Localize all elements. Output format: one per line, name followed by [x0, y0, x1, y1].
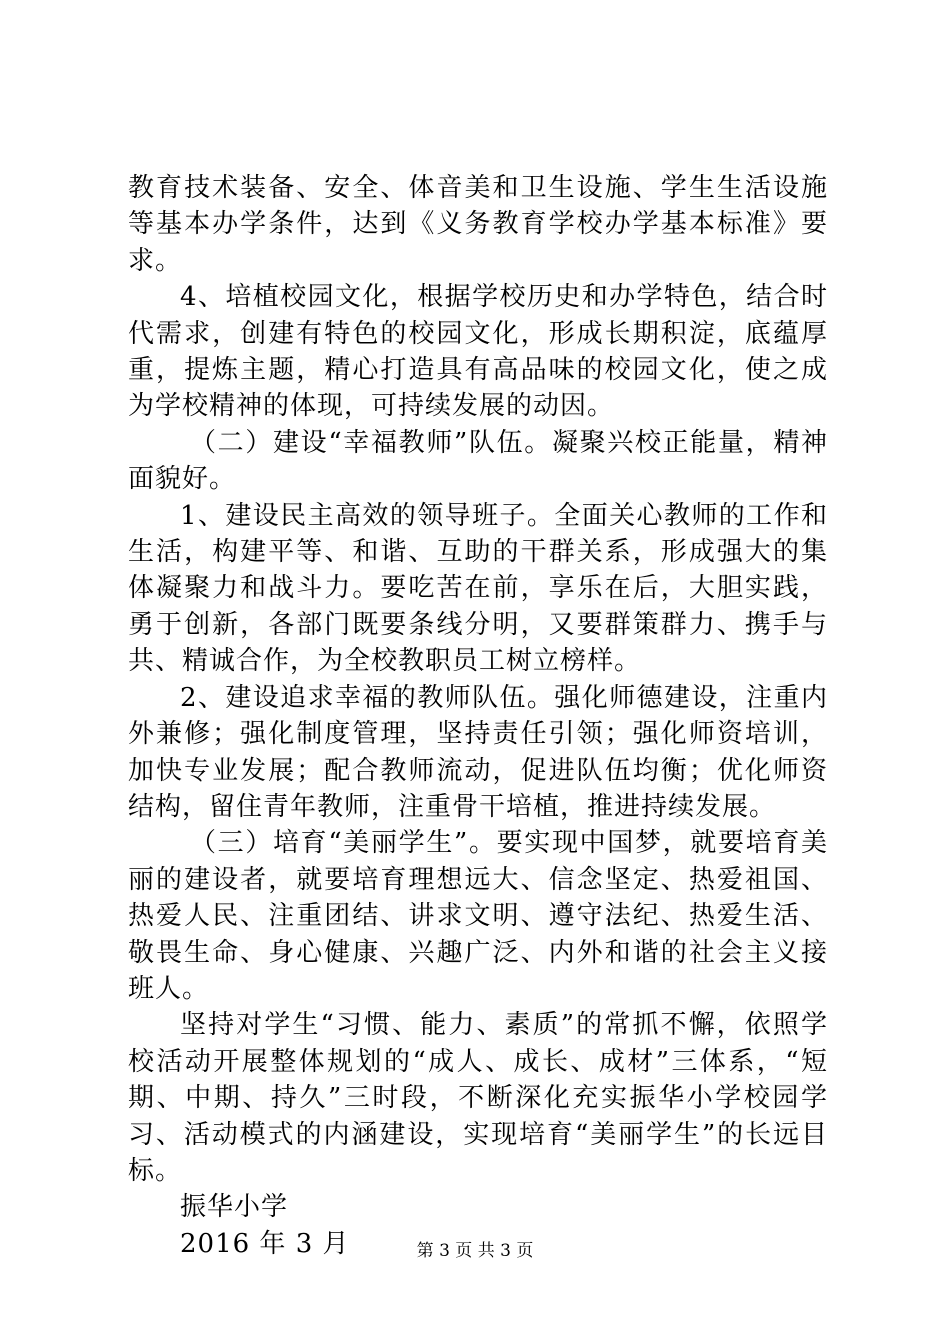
- paragraph-teacher-team: 2、建设追求幸福的教师队伍。强化师德建设，注重内外兼修；强化制度管理，坚持责任引领；强化师资培训，加快专业发展；配合教师流动，促进队伍均衡；优化师资结构，留住青年教师，注重骨干培植，推进持续发展。: [128, 682, 828, 822]
- paragraph-school-culture: 4、培植校园文化，根据学校历史和办学特色，结合时代需求，创建有特色的校园文化，形成长期积淀，底蕴厚重，提炼主题，精心打造具有高品味的校园文化，使之成为学校精神的体现，可持续发展的动因。: [128, 282, 828, 422]
- document-body: [128, 170, 828, 1262]
- section-heading-beautiful-students: （三）培育“美丽学生”。要实现中国梦，就要培育美丽的建设者，就要培育理想远大、信念坚定、热爱祖国、热爱人民、注重团结、讲求文明、遵守法纪、热爱生活、敬畏生命、身心健康、兴趣广泛、内外和谐的社会主义接班人。: [128, 828, 828, 1004]
- section-heading-happy-teachers: （二）建设“幸福教师”队伍。凝聚兴校正能量，精神面貌好。: [128, 427, 828, 495]
- page-footer: [0, 1240, 950, 1262]
- paragraph-student-goals: 坚持对学生“习惯、能力、素质”的常抓不懈，依照学校活动开展整体规划的“成人、成长、成材”三体系，“短期、中期、持久”三时段，不断深化充实振华小学校园学习、活动模式的内涵建设，实现培育“美丽学生”的长远目标。: [128, 1010, 828, 1186]
- paragraph-continued: 教育技术装备、安全、体音美和卫生设施、学生生活设施等基本办学条件，达到《义务教育学校办学基本标准》要求。: [128, 173, 828, 276]
- paragraph-leadership-team: 1、建设民主高效的领导班子。全面关心教师的工作和生活，构建平等、和谐、互助的干群关系，形成强大的集体凝聚力和战斗力。要吃苦在前，享乐在后，大胆实践，勇于创新，各部门既要条线分明，又要群策群力、携手与共、精诚合作，为全校教职员工树立榜样。: [128, 500, 828, 677]
- signature-school-name: 振华小学: [180, 1192, 289, 1223]
- page-number-indicator: 第 3 页 共 3 页: [416, 1241, 534, 1261]
- signature-date: 2016 年 3 月: [180, 1228, 350, 1259]
